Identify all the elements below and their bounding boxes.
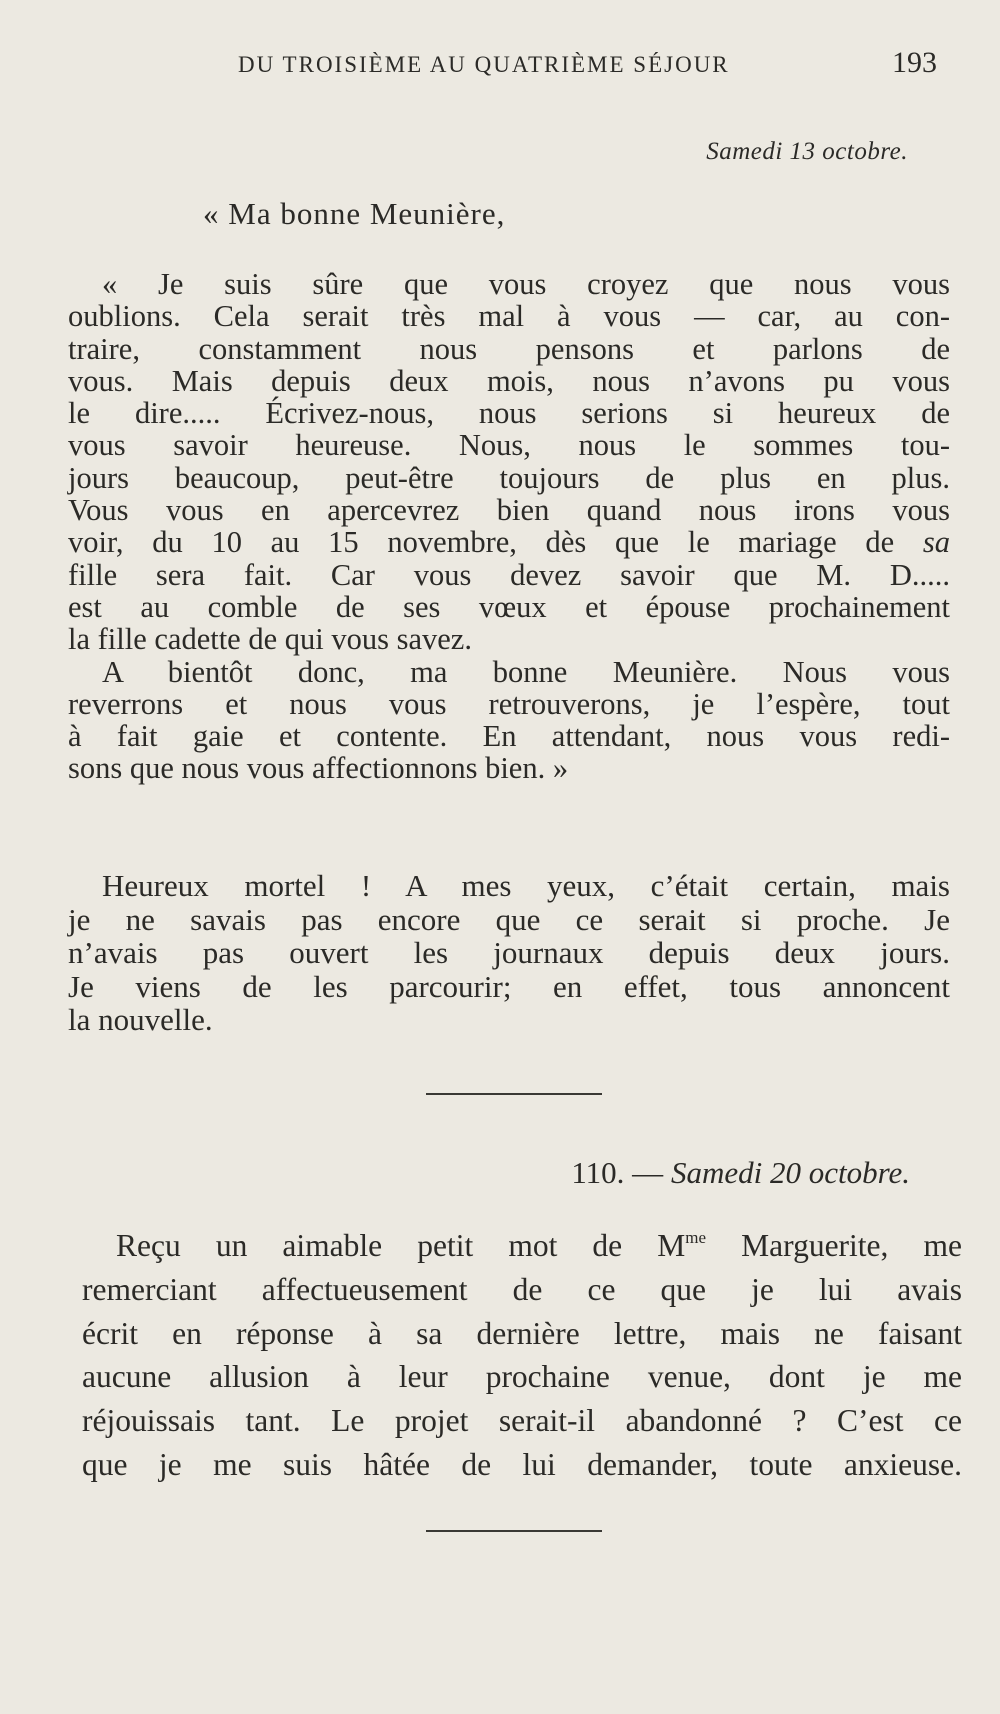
section-divider bbox=[426, 1530, 602, 1532]
text-line: reverrons et nous vous retrouverons, je l’espère, tout bbox=[68, 686, 950, 721]
superscript: me bbox=[685, 1228, 707, 1247]
running-title: DU TROISIÈME AU QUATRIÈME SÉJOUR bbox=[238, 52, 730, 77]
text-line: est au comble de ses vœux et épouse prochainement bbox=[68, 589, 950, 624]
letter-salutation: « Ma bonne Meunière, bbox=[203, 196, 506, 231]
text-line: oublions. Cela serait très mal à vous — car, au con- bbox=[68, 299, 950, 334]
text-line: la fille cadette de qui vous savez. bbox=[68, 622, 472, 657]
section-divider bbox=[426, 1093, 602, 1095]
text-segment: voir, du 10 au 15 novembre, dès que le mariage de bbox=[68, 525, 895, 560]
text-line: remerciant affectueusement de ce que je lui avais bbox=[82, 1271, 962, 1307]
entry-number: 110. — bbox=[571, 1155, 664, 1190]
text-line: vous. Mais depuis deux mois, nous n’avons pu vous bbox=[68, 363, 950, 398]
text-line: écrit en réponse à sa dernière lettre, mais ne faisant bbox=[82, 1315, 962, 1351]
text-segment: Reçu un aimable petit mot de M bbox=[116, 1228, 686, 1263]
entry-date: Samedi 20 octobre. bbox=[670, 1155, 910, 1190]
paragraph bbox=[82, 1224, 962, 1487]
text-line: traire, constamment nous pensons et parlons de bbox=[68, 331, 950, 366]
italic-word: sa bbox=[922, 525, 951, 560]
text-line: aucune allusion à leur prochaine venue, dont je me bbox=[82, 1359, 962, 1395]
text-line: sons que nous vous affectionnons bien. » bbox=[68, 751, 569, 786]
text-line: vous savoir heureuse. Nous, nous le sommes tou- bbox=[68, 428, 950, 463]
text-line: Heureux mortel ! A mes yeux, c’était certain, mais bbox=[102, 868, 950, 903]
text-line: le dire..... Écrivez-nous, nous serions si heureux de bbox=[68, 396, 950, 431]
text-line: fille sera fait. Car vous devez savoir que M. D..... bbox=[68, 557, 950, 592]
entry-heading bbox=[571, 1155, 910, 1191]
text-line: « Je suis sûre que vous croyez que nous vous bbox=[102, 267, 950, 301]
letter-body bbox=[68, 268, 950, 785]
text-line: Vous vous en apercevrez bien quand nous irons vous bbox=[68, 493, 950, 528]
text-line: à fait gaie et contente. En attendant, nous vous redi- bbox=[68, 719, 950, 754]
text-line: n’avais pas ouvert les journaux depuis deux jours. bbox=[68, 935, 950, 971]
text-line: Je viens de les parcourir; en effet, tous annoncent bbox=[68, 968, 950, 1004]
text-line: la nouvelle. bbox=[68, 1002, 213, 1038]
letter-date: Samedi 13 octobre. bbox=[706, 138, 908, 165]
text-line: je ne savais pas encore que ce serait si proche. Je bbox=[68, 901, 950, 937]
text-line: jours beaucoup, peut-être toujours de plus en plus. bbox=[68, 460, 950, 495]
text-line bbox=[82, 1224, 962, 1268]
text-line: que je me suis hâtée de lui demander, toute anxieuse. bbox=[82, 1446, 962, 1482]
text-line bbox=[68, 526, 950, 558]
text-line: réjouissais tant. Le projet serait-il abandonné ? C’est ce bbox=[82, 1403, 962, 1439]
text-segment: Marguerite, me bbox=[706, 1228, 962, 1263]
paragraph bbox=[68, 869, 950, 1037]
text-line: A bientôt donc, ma bonne Meunière. Nous vous bbox=[102, 654, 950, 689]
page-number: 193 bbox=[892, 46, 937, 79]
